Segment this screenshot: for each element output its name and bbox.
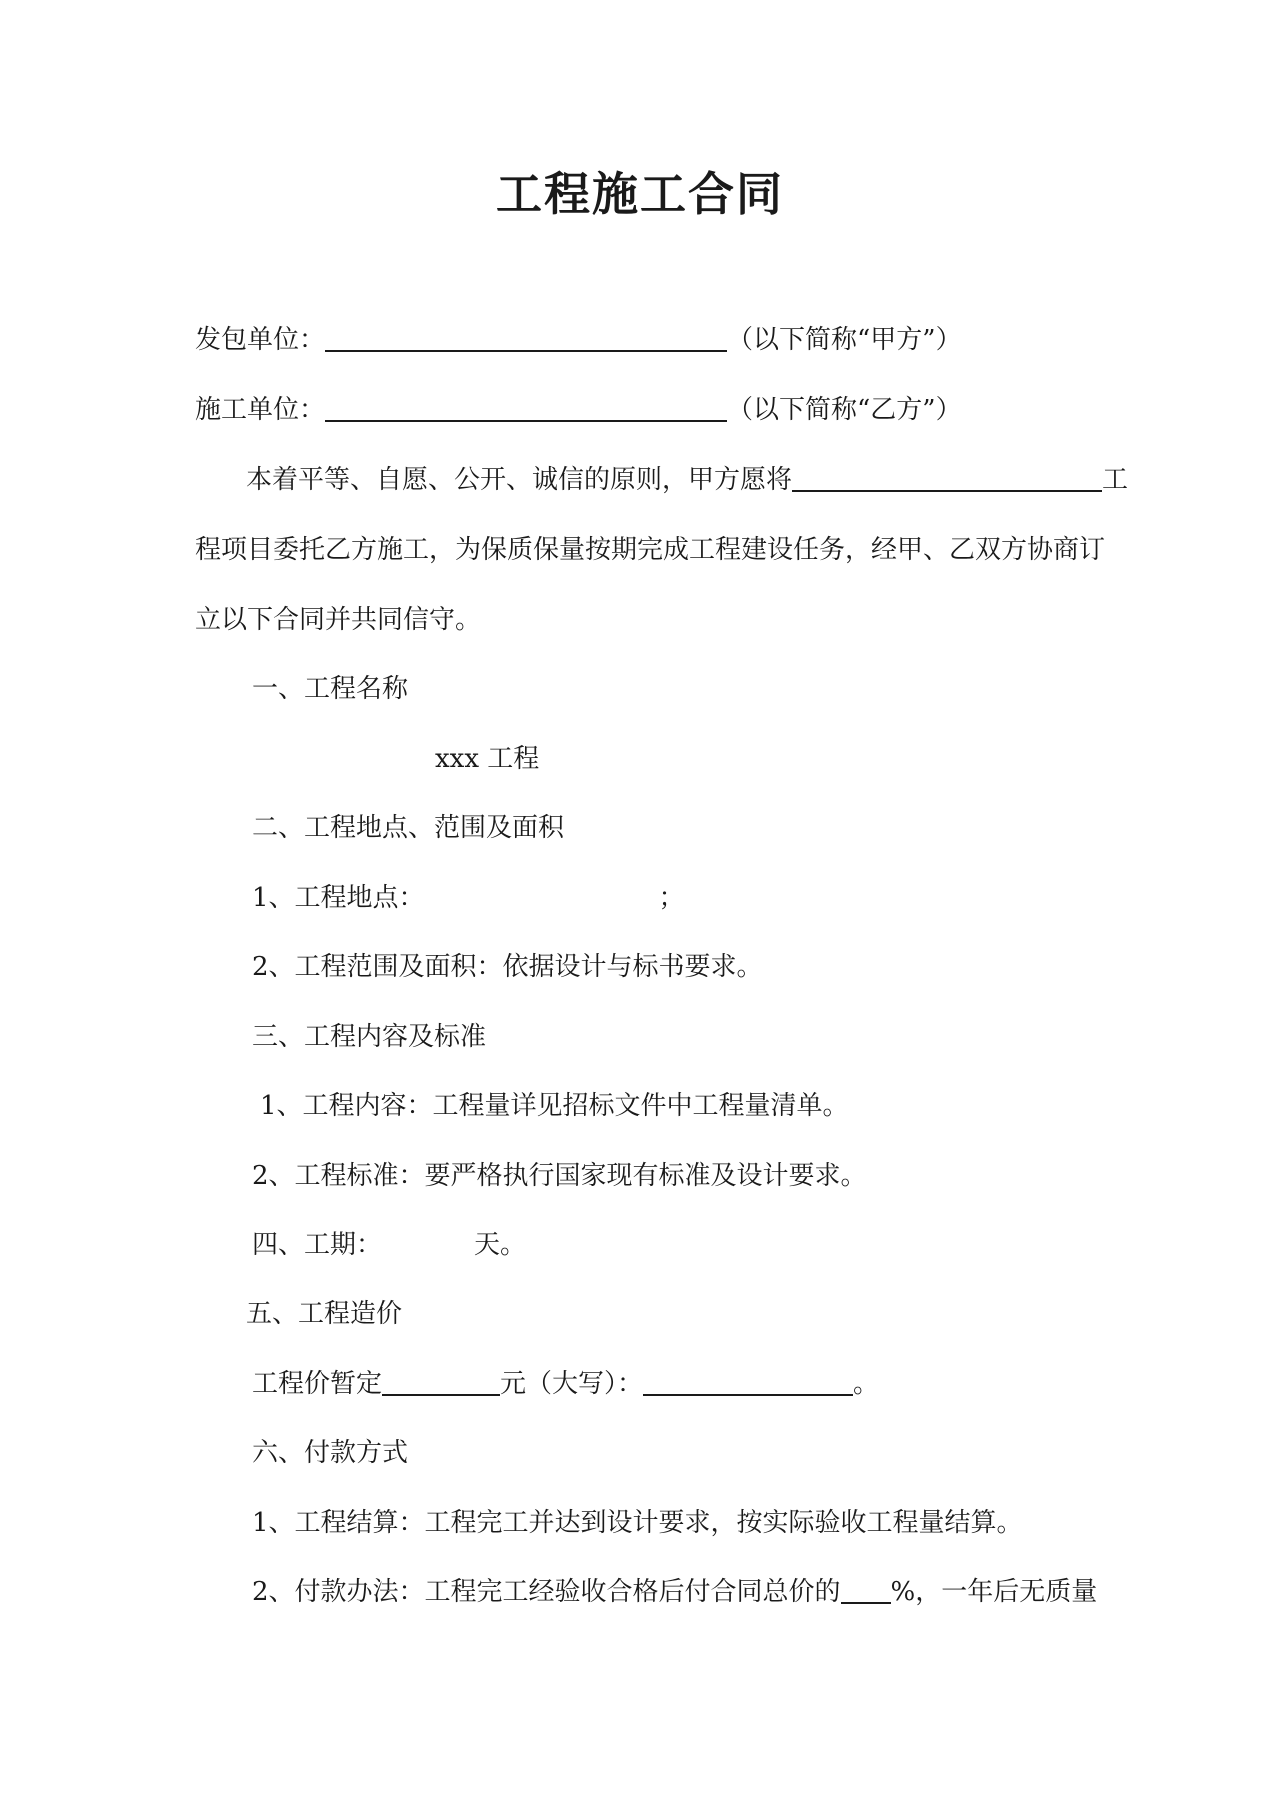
payment-method-end: %，一年后无质量	[890, 1577, 1098, 1607]
section-4-line	[252, 1227, 526, 1263]
payment-percent-blank	[841, 1574, 891, 1604]
preamble-line1-start: 本着平等、自愿、公开、诚信的原则，甲方愿将	[246, 465, 793, 495]
section-2-heading: 二、工程地点、范围及面积	[252, 813, 565, 843]
section-5-price-line	[252, 1366, 879, 1402]
document-title: 工程施工合同	[496, 167, 784, 221]
preamble-line-2: 程项目委托乙方施工，为保质保量按期完成工程建设任务，经甲、乙双方协商订	[195, 535, 1106, 565]
section-6-item-1: 1、工程结算：工程完工并达到设计要求，按实际验收工程量结算。	[252, 1508, 1023, 1538]
price-line-end: 。	[853, 1369, 880, 1399]
preamble-line-1	[246, 462, 1128, 498]
price-capital-label: 元（大写）：	[500, 1369, 644, 1399]
section-3-item-1: 1、工程内容：工程量详见招标文件中工程量清单。	[260, 1091, 849, 1121]
party-a-label: 发包单位：	[195, 325, 326, 355]
party-a-line	[195, 322, 962, 358]
price-label: 工程价暂定	[252, 1369, 383, 1399]
project-name-value: xxx 工程	[435, 744, 540, 774]
section-2-item-2: 2、工程范围及面积：依据设计与标书要求。	[252, 952, 763, 982]
section-6-heading: 六、付款方式	[252, 1438, 409, 1468]
preamble-line1-end: 工	[1102, 465, 1129, 495]
section-3-item-2: 2、工程标准：要严格执行国家现有标准及设计要求。	[252, 1161, 867, 1191]
section-6-item-2	[252, 1574, 1097, 1610]
section-1-heading: 一、工程名称	[252, 674, 409, 704]
party-b-blank	[325, 392, 727, 422]
party-b-line	[195, 392, 962, 428]
location-label: 1、工程地点：	[252, 883, 425, 913]
location-end: ；	[658, 883, 685, 913]
section-2-item-1	[252, 880, 685, 916]
party-a-suffix: （以下简称“甲方”）	[727, 325, 962, 355]
price-capital-blank	[643, 1366, 853, 1396]
payment-method-start: 2、付款办法：工程完工经验收合格后付合同总价的	[252, 1577, 841, 1607]
section-3-heading: 三、工程内容及标准	[252, 1022, 487, 1052]
section-5-heading: 五、工程造价	[246, 1299, 403, 1329]
preamble-line-3: 立以下合同并共同信守。	[195, 605, 482, 635]
party-b-suffix: （以下简称“乙方”）	[727, 395, 962, 425]
party-a-blank	[325, 322, 727, 352]
duration-end: 天。	[474, 1230, 527, 1260]
duration-label: 四、工期：	[252, 1230, 383, 1260]
price-amount-blank	[382, 1366, 500, 1396]
project-name-blank	[792, 462, 1102, 492]
party-b-label: 施工单位：	[195, 395, 326, 425]
